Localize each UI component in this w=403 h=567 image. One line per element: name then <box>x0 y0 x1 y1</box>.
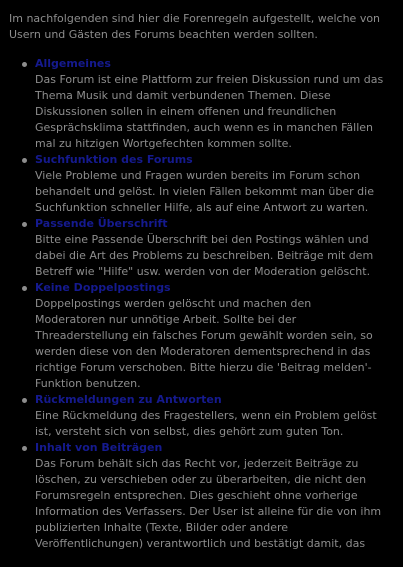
rule-item-duplicates <box>35 280 385 392</box>
rule-title: Rückmeldungen zu Antworten <box>35 393 222 406</box>
rule-text: Eine Rückmeldung des Fragestellers, wenn ein Problem gelöst ist, versteht sich von selbst, dies gehört zum guten Ton. <box>35 409 377 438</box>
rule-text: Das Forum ist eine Plattform zur freien Diskussion rund um das Thema Musik und damit verbundenen Themen. Diese Diskussionen sollen in einem offenen und freundlichen Gesprächsklima stattfinden, auch wenn es in manchen Fällen mal zu hitzigen Wortgefechten kommen sollte. <box>35 73 384 150</box>
rule-title: Inhalt von Beiträgen <box>35 441 163 454</box>
rule-title: Keine Doppelpostings <box>35 281 171 294</box>
bullet-icon <box>22 286 27 291</box>
bullet-icon <box>22 446 27 451</box>
rule-title: Passende Überschrift <box>35 217 168 230</box>
rules-list <box>35 56 385 552</box>
rule-text: Das Forum behält sich das Recht vor, jederzeit Beiträge zu löschen, zu verschieben oder zu überarbeiten, die nicht den Forumsregeln entsprechen. Dies geschieht ohne vorherige Information des Verfassers. Der User ist alleine für die von ihm publizierten Inhalte (Texte, Bilder oder andere Veröffentlichungen) verantwortlich und bestätigt damit, das <box>35 457 382 550</box>
rule-item-search <box>35 152 385 216</box>
rule-item-general <box>35 56 385 152</box>
bullet-icon <box>22 62 27 67</box>
bullet-icon <box>22 222 27 227</box>
intro-text: Im nachfolgenden sind hier die Forenregeln aufgestellt, welche von Usern und Gästen des Forums beachten werden sollten. <box>9 12 381 41</box>
rule-item-feedback <box>35 392 385 440</box>
rule-title: Suchfunktion des Forums <box>35 153 193 166</box>
rule-text: Bitte eine Passende Überschrift bei den Postings wählen und dabei die Art des Problems zu beschreiben. Beiträge mit dem Betreff wie "Hilfe" usw. werden von der Moderation gelöscht. <box>35 233 374 278</box>
rule-item-content <box>35 440 385 552</box>
rule-text: Viele Probleme und Fragen wurden bereits im Forum schon behandelt und gelöst. In vielen Fällen bekommt man über die Suchfunktion schneller Hilfe, als auf eine Antwort zu warten. <box>35 169 374 214</box>
rule-item-heading <box>35 216 385 280</box>
rule-text: Doppelpostings werden gelöscht und machen den Moderatoren nur unnötige Arbeit. Sollte bei der Threaderstellung ein falsches Forum gewählt worden sein, so werden diese von den Moderatoren dementsprechend in das richtige Forum verschoben. Bitte hierzu die 'Beitrag melden'-Funktion benutzen. <box>35 297 373 390</box>
bullet-icon <box>22 398 27 403</box>
bullet-icon <box>22 158 27 163</box>
rule-title: Allgemeines <box>35 57 111 70</box>
